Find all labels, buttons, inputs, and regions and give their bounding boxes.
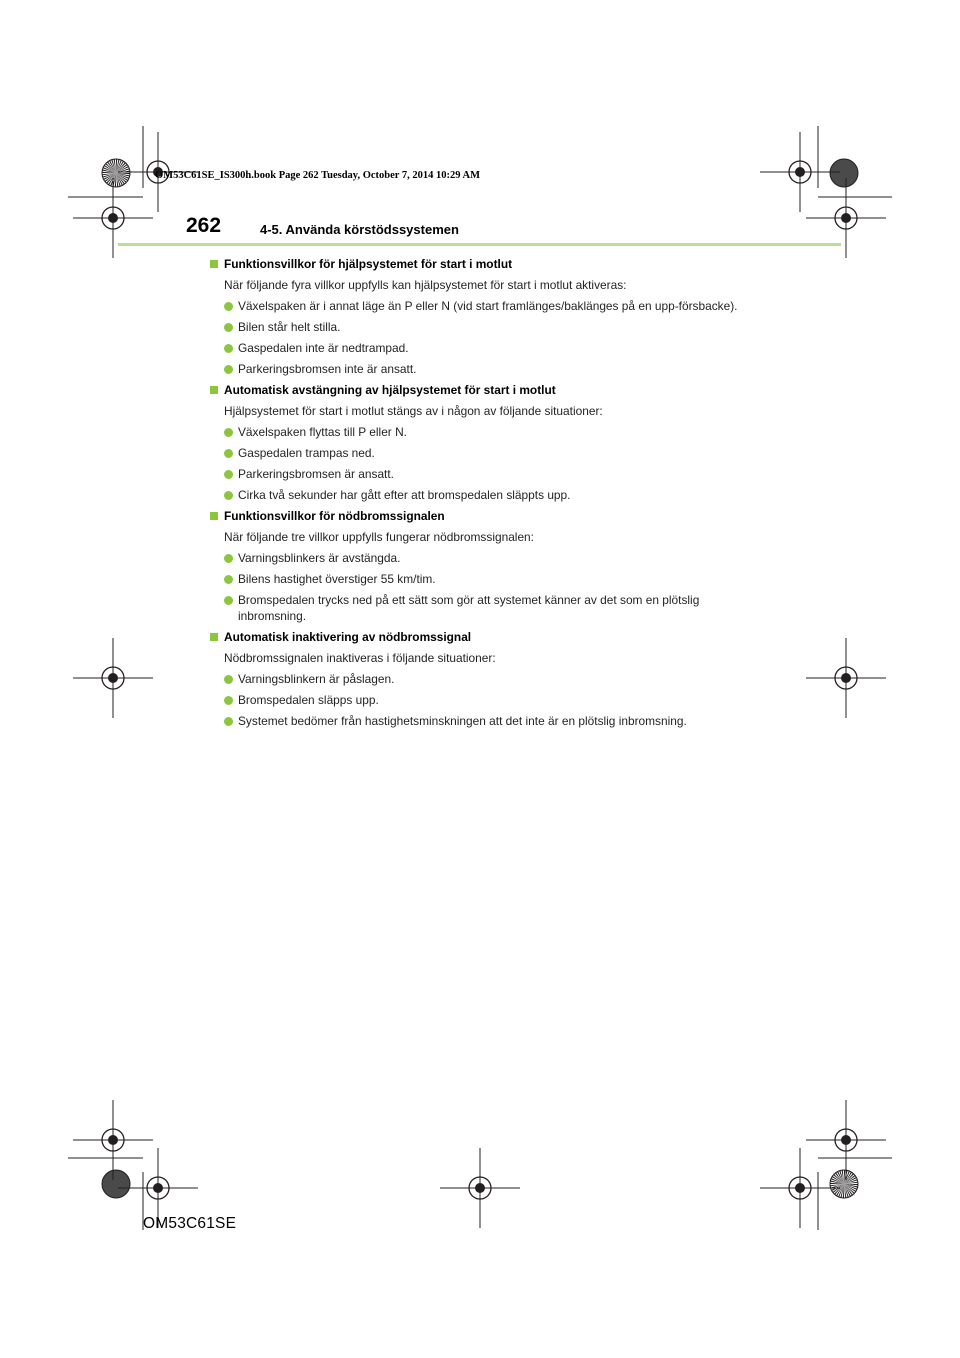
list-item-text: Varningsblinkern är påslagen. bbox=[238, 672, 395, 686]
list-item-text: Växelspaken flyttas till P eller N. bbox=[238, 425, 407, 439]
registration-crosshair-icon bbox=[440, 1148, 520, 1228]
list-item bbox=[224, 713, 770, 729]
list-item bbox=[224, 550, 770, 566]
section-heading bbox=[210, 629, 770, 645]
section-heading-text: Automatisk inaktivering av nödbromssignal bbox=[224, 630, 472, 644]
list-item-text: Bromspedalen släpps upp. bbox=[238, 693, 379, 707]
section-intro: När följande fyra villkor uppfylls kan hjälpsystemet för start i motlut aktiveras: bbox=[224, 278, 627, 292]
green-dot-icon bbox=[224, 302, 233, 311]
section-heading bbox=[210, 382, 770, 398]
section-heading-text: Funktionsvillkor för hjälpsystemet för start i motlut bbox=[224, 257, 513, 271]
list-item bbox=[224, 466, 770, 482]
green-dot-icon bbox=[224, 323, 233, 332]
list-item bbox=[224, 319, 770, 335]
list-item-text: Varningsblinkers är avstängda. bbox=[238, 551, 401, 565]
green-dot-icon bbox=[224, 428, 233, 437]
green-square-icon bbox=[210, 512, 218, 520]
bullet-list bbox=[210, 298, 770, 377]
section-heading bbox=[210, 256, 770, 272]
list-item bbox=[224, 487, 770, 503]
list-item-text: Bilens hastighet överstiger 55 km/tim. bbox=[238, 572, 436, 586]
registration-crosshair-icon bbox=[760, 1148, 840, 1228]
section-title: 4-5. Använda körstödssystemen bbox=[260, 222, 459, 237]
list-item-text: Gaspedalen trampas ned. bbox=[238, 446, 375, 460]
list-item bbox=[224, 298, 770, 314]
list-item-text: Växelspaken är i annat läge än P eller N (vid start framlänges/baklänges på en upp-försbacke). bbox=[238, 299, 738, 313]
list-item bbox=[224, 340, 770, 356]
green-dot-icon bbox=[224, 717, 233, 726]
list-item bbox=[224, 692, 770, 708]
page-content bbox=[210, 256, 770, 729]
starburst-target-icon bbox=[102, 159, 130, 187]
section-intro: Nödbromssignalen inaktiveras i följande situationer: bbox=[224, 651, 496, 665]
green-dot-icon bbox=[224, 470, 233, 479]
list-item-text: Bromspedalen trycks ned på ett sätt som gör att systemet känner av det som en plötslig inbromsning. bbox=[238, 593, 700, 623]
bullet-list bbox=[210, 671, 770, 729]
solid-dot-target-icon bbox=[102, 1170, 130, 1198]
list-item-text: Systemet bedömer från hastighetsminskningen att det inte är en plötslig inbromsning. bbox=[238, 714, 687, 728]
section-heading-text: Automatisk avstängning av hjälpsystemet för start i motlut bbox=[224, 383, 556, 397]
document-code: OM53C61SE bbox=[143, 1215, 237, 1232]
header-rule bbox=[118, 243, 841, 246]
list-item bbox=[224, 361, 770, 377]
list-item bbox=[224, 424, 770, 440]
section-intro: Hjälpsystemet för start i motlut stängs av i någon av följande situationer: bbox=[224, 404, 603, 418]
green-dot-icon bbox=[224, 575, 233, 584]
book-file-info: OM53C61SE_IS300h.book Page 262 Tuesday, October 7, 2014 10:29 AM bbox=[155, 170, 481, 181]
green-dot-icon bbox=[224, 596, 233, 605]
green-square-icon bbox=[210, 633, 218, 641]
list-item bbox=[224, 445, 770, 461]
registration-crosshair-icon bbox=[73, 178, 153, 258]
green-dot-icon bbox=[224, 365, 233, 374]
starburst-target-icon bbox=[830, 1170, 858, 1198]
green-square-icon bbox=[210, 260, 218, 268]
list-item-text: Bilen står helt stilla. bbox=[238, 320, 341, 334]
bullet-list bbox=[210, 424, 770, 503]
registration-crosshair-icon bbox=[73, 1100, 153, 1180]
section-heading bbox=[210, 508, 770, 524]
list-item-text: Parkeringsbromsen inte är ansatt. bbox=[238, 362, 417, 376]
list-item-text: Parkeringsbromsen är ansatt. bbox=[238, 467, 394, 481]
list-item-text: Cirka två sekunder har gått efter att bromspedalen släppts upp. bbox=[238, 488, 571, 502]
green-dot-icon bbox=[224, 696, 233, 705]
page-number: 262 bbox=[186, 214, 222, 237]
green-dot-icon bbox=[224, 491, 233, 500]
green-dot-icon bbox=[224, 554, 233, 563]
green-dot-icon bbox=[224, 449, 233, 458]
list-item bbox=[224, 592, 770, 624]
list-item bbox=[224, 671, 770, 687]
section-heading-text: Funktionsvillkor för nödbromssignalen bbox=[224, 509, 445, 523]
section-intro: När följande tre villkor uppfylls fungerar nödbromssignalen: bbox=[224, 530, 534, 544]
registration-crosshair-icon bbox=[73, 638, 153, 718]
registration-crosshair-icon bbox=[806, 178, 886, 258]
registration-crosshair-icon bbox=[806, 638, 886, 718]
green-dot-icon bbox=[224, 675, 233, 684]
registration-crosshair-icon bbox=[760, 132, 840, 212]
list-item-text: Gaspedalen inte är nedtrampad. bbox=[238, 341, 409, 355]
green-dot-icon bbox=[224, 344, 233, 353]
green-square-icon bbox=[210, 386, 218, 394]
solid-dot-target-icon bbox=[830, 159, 858, 187]
list-item bbox=[224, 571, 770, 587]
registration-crosshair-icon bbox=[806, 1100, 886, 1180]
bullet-list bbox=[210, 550, 770, 624]
